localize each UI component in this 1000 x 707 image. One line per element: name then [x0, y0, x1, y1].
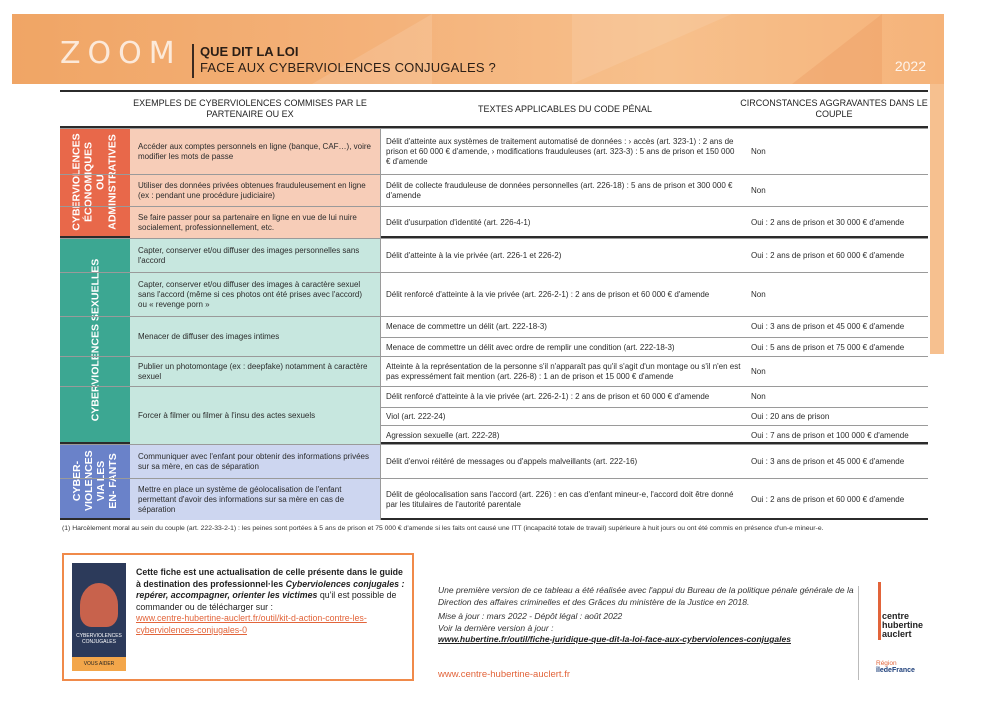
law-cell: Menace de commettre un délit (art. 222-18-3): [386, 322, 547, 331]
guide-promo-box: [62, 553, 414, 681]
law-table: [60, 90, 928, 520]
table-row: [60, 174, 928, 206]
site-link[interactable]: www.centre-hubertine-auclert.fr: [438, 669, 570, 680]
group-sexual: [60, 238, 928, 444]
example-cell: Publier un photomontage (ex : deepfake) notamment à caractère sexuel: [130, 357, 380, 386]
example-cell: Forcer à filmer ou filmer à l'insu des actes sexuels: [130, 387, 380, 444]
law-cell: Délit d'atteinte aux systèmes de traitement automatisé de données : › accès (art. 323-1) : 2 ans de prison et 60 000 € d'amende, › modifications frauduleuses (art. 323-3) : 5 ans de prison et 150 000 € d'amende: [386, 136, 735, 166]
example-cell: Capter, conserver et/ou diffuser des images personnelles sans l'accord: [130, 239, 380, 272]
table-row: [60, 128, 928, 174]
table-row: [60, 206, 928, 238]
law-cell: Délit d'usurpation d'identité (art. 226-4-1): [386, 217, 531, 227]
example-cell: Mettre en place un système de géolocalisation de l'enfant permettant d'avoir des informations sur sa mère en cas de séparation: [130, 479, 380, 520]
table-row: [60, 444, 928, 478]
credits: [438, 585, 858, 646]
region-logo: Région îledeFrance: [876, 660, 915, 674]
group-label: CYBER- VIOLENCES VIA LES EN- FANTS: [60, 444, 130, 518]
page-title: QUE DIT LA LOI: [200, 44, 299, 59]
aggravating-cell: Oui : 2 ans de prison et 60 000 € d'amende: [751, 250, 905, 260]
law-cell: Délit de géolocalisation sans l'accord (art. 226) : en cas d'enfant mineur-e, l'accord doit être donné par les titulaires de l'autorité parentale: [386, 489, 734, 509]
side-strip: [930, 84, 944, 354]
law-cell: Atteinte à la représentation de la personne s'il n'apparaît pas qu'il s'agit d'un montage ou s'il n'en est pas expressément fait mention (art. 226-8) : 1 an de prison et 15 000 € d'amende: [386, 361, 741, 381]
aggravating-cell: Oui : 7 ans de prison et 100 000 € d'amende: [746, 425, 928, 445]
law-cell: Délit de collecte frauduleuse de données personnelles (art. 226-18) : 5 ans de prison et 300 000 € d'amende: [386, 180, 733, 200]
guide-cover-image: CYBERVIOLENCES CONJUGALES VOUS AIDER: [72, 563, 126, 671]
credits-text: Une première version de ce tableau a été réalisée avec l'appui du Bureau de la politique pénale générale de la Direction des affaires criminelles et des Grâces du ministère de la Justice en 2018.: [438, 585, 854, 607]
zoom-label: ZOOM: [60, 36, 182, 71]
aggravating-cell: Oui : 2 ans de prison et 30 000 € d'amende: [751, 217, 905, 227]
update-date: Mise à jour : mars 2022 - Dépôt légal : août 2022: [438, 611, 623, 621]
example-cell: Accéder aux comptes personnels en ligne (banque, CAF…), voire modifier les mots de passe: [130, 129, 380, 174]
column-header-aggravating: CIRCONSTANCES AGGRAVANTES DANS LE COUPLE: [740, 98, 928, 119]
aggravating-cell: Non: [751, 146, 766, 156]
latest-version-link[interactable]: www.hubertine.fr/outil/fiche-juridique-que-dit-la-loi-face-aux-cyberviolences-conjugales: [438, 634, 791, 644]
aggravating-cell: Non: [751, 185, 766, 195]
aggravating-cell: Non: [751, 392, 766, 401]
table-header: [60, 90, 928, 128]
divider: [858, 586, 859, 680]
law-cell: Délit renforcé d'atteinte à la vie privée (art. 226-2-1) : 2 ans de prison et 60 000 € d'amende: [386, 289, 710, 299]
group-economic: [60, 128, 928, 238]
law-cell: Agression sexuelle (art. 222-28): [381, 425, 746, 445]
example-cell: Communiquer avec l'enfant pour obtenir des informations privées sur sa mère, en cas de séparation: [130, 445, 380, 478]
column-header-laws: TEXTES APPLICABLES DU CODE PÉNAL: [477, 104, 653, 114]
aggravating-cell: Non: [751, 289, 766, 299]
table-row: [60, 386, 928, 444]
footnote: (1) Harcèlement moral au sein du couple (art. 222-33-2-1) : les peines sont portées à 5 ans de prison et 75 000 € d'amende si les faits ont causé une ITT (incapacité totale de travail) supérieure à huit jours ou ont été commis en présence d'un-e mineur-e.: [62, 525, 824, 532]
header-banner: [12, 14, 944, 84]
law-cell: Délit renforcé d'atteinte à la vie privée (art. 226-2-1) : 2 ans de prison et 60 000 € d'amende: [386, 392, 710, 401]
law-cell: Menace de commettre un délit avec ordre de remplir une condition (art. 222-18-3): [381, 337, 746, 357]
table-row: [60, 356, 928, 386]
aggravating-cell: Oui : 20 ans de prison: [746, 407, 928, 425]
example-cell: Se faire passer pour sa partenaire en ligne en vue de lui nuire socialement, professionnellement, etc.: [130, 207, 380, 238]
column-header-examples: EXEMPLES DE CYBERVIOLENCES COMMISES PAR LE PARTENAIRE OU EX: [133, 98, 367, 119]
example-cell: Capter, conserver et/ou diffuser des images à caractère sexuel sans l'accord (même si ces photos ont été prises avec l'accord) ou « revenge porn »: [130, 273, 380, 316]
aggravating-cell: Oui : 5 ans de prison et 75 000 € d'amende: [746, 337, 928, 357]
table-row: [60, 272, 928, 316]
aggravating-cell: Oui : 2 ans de prison et 60 000 € d'amende: [751, 494, 905, 504]
group-label: CYBERVIOLENCES ÉCONOMIQUES OU ADMINISTRATIVES: [60, 128, 130, 236]
example-cell: Utiliser des données privées obtenues frauduleusement en ligne (ex : pendant une procédure judiciaire): [130, 175, 380, 206]
law-cell: Viol (art. 222-24): [381, 407, 746, 425]
table-row: [60, 478, 928, 520]
page-subtitle: FACE AUX CYBERVIOLENCES CONJUGALES ?: [200, 60, 496, 75]
centre-hubertine-auclert-logo: centre hubertine auclert: [872, 582, 934, 644]
aggravating-cell: Oui : 3 ans de prison et 45 000 € d'amende: [751, 456, 905, 466]
example-cell: Menacer de diffuser des images intimes: [130, 317, 380, 356]
guide-download-link[interactable]: www.centre-hubertine-auclert.fr/outil/kit-d-action-contre-les-cyberviolences-conjugales-0: [136, 613, 367, 635]
law-cell: Délit d'atteinte à la vie privée (art. 226-1 et 226-2): [386, 250, 562, 260]
table-row: [60, 316, 928, 356]
group-label: CYBERVIOLENCES SEXUELLES: [60, 238, 130, 442]
guide-promo-text: Cette fiche est une actualisation de celle présente dans le guide à destination des professionnel·les Cyberviolences conjugales : repérer, accompagner, orienter les victimes qu'il est possible de commander ou de télécharger sur : www.centre-hubertine-auclert.fr/outil/kit-d-action-contre-les-cyberviolences-conjugales-0: [136, 567, 405, 635]
group-children: [60, 444, 928, 520]
law-cell: Délit d'envoi réitéré de messages ou d'appels malveillants (art. 222-16): [386, 456, 638, 466]
table-row: [60, 238, 928, 272]
year-label: 2022: [894, 58, 926, 74]
latest-version-label: Voir la dernière version à jour :: [438, 622, 554, 633]
aggravating-cell: Oui : 3 ans de prison et 45 000 € d'amende: [751, 322, 905, 331]
title-divider: [192, 44, 194, 78]
aggravating-cell: Non: [751, 366, 766, 376]
